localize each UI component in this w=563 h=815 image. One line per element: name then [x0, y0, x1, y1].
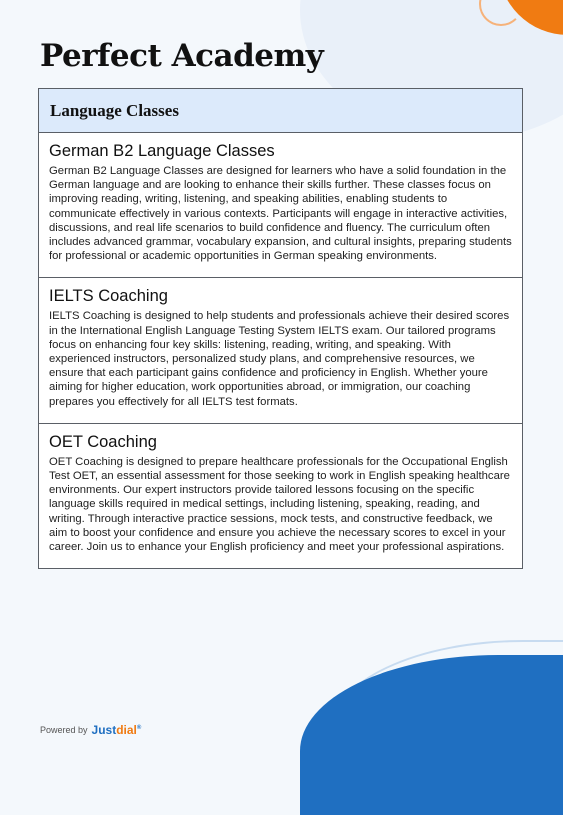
powered-by-label: Powered by [40, 725, 88, 735]
section-heading: German B2 Language Classes [49, 142, 275, 160]
footer [40, 723, 141, 737]
section-heading: IELTS Coaching [49, 287, 168, 306]
justdial-logo[interactable] [92, 723, 142, 737]
section-heading: OET Coaching [49, 432, 157, 451]
section-german-b2 [39, 133, 522, 278]
section-description: IELTS Coaching is designed to help students and professionals achieve their desired scores in the International English Language Testing System IELTS exam. Our tailored programs focus on enhancing four key skills: listening, reading, writing, and speaking. With experienced instructors, personalized study plans, and comprehensive resources, we ensure that each participant gains confidence and proficiency in English. Whether youre aiming for higher education, work opportunities abroad, or immigration, our coaching prepares you effectively for all IELTS test formats. [49, 310, 510, 408]
section-ielts [39, 278, 522, 423]
brand-part-2: dial [116, 723, 137, 737]
brand-part-1: Just [91, 723, 117, 737]
card-header-label: Language Classes [50, 100, 179, 120]
section-description: German B2 Language Classes are designed for learners who have a solid foundation in the German language and are looking to enhance their skills further. These classes focus on improving reading, writing, listening, and speaking abilities, enabling students to communicate effectively in various contexts. Participants will engage in interactive activities, discussions, and real life scenarios to build confidence and fluency. The curriculum often includes advanced grammar, vocabulary expansion, and cultural insights, preparing students for professional or academic opportunities in German speaking environments. [49, 165, 512, 263]
language-classes-card [38, 88, 523, 569]
bottom-wave-decoration [300, 655, 563, 815]
brand-mark: ® [136, 725, 142, 731]
section-description: OET Coaching is designed to prepare healthcare professionals for the Occupational English Test OET, an essential assessment for those seeking to work in English speaking healthcare environments. Our expert instructors provide tailored lessons focusing on the specific language skills required in medical settings, including listening, speaking, reading, and writing. Through interactive practice sessions, mock tests, and constructive feedback, we aim to boost your confidence and ensure you achieve the necessary scores to excel in your career. Join us to enhance your English proficiency and meet your professional aspirations. [49, 455, 510, 554]
section-oet [39, 424, 522, 568]
card-header [39, 89, 522, 133]
page-title: Perfect Academy [40, 38, 324, 74]
